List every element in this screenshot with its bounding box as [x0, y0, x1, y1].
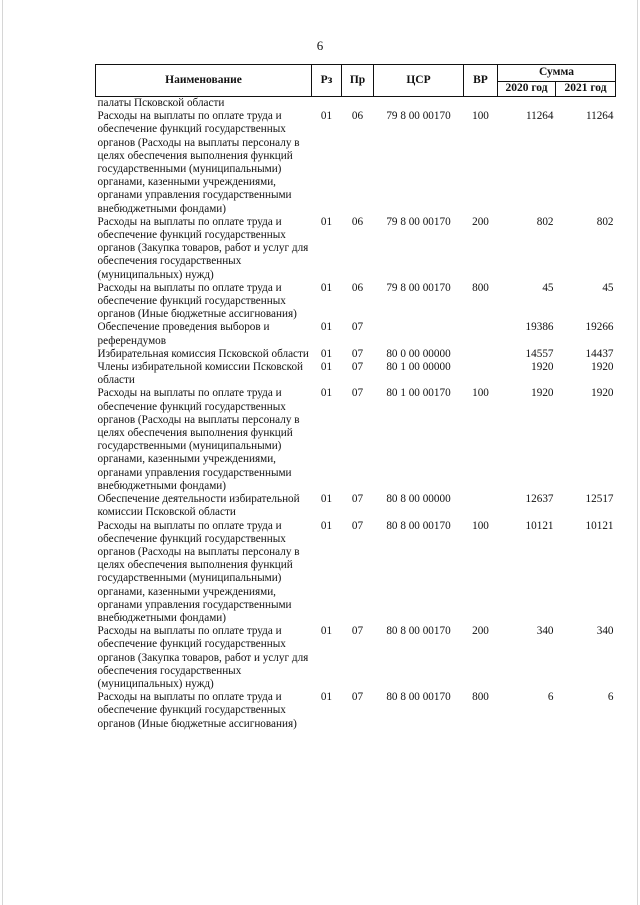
scan-edge-right	[637, 0, 638, 905]
cell-2020: 45	[542, 281, 554, 294]
table-row	[96, 348, 616, 361]
header-name: Наименование	[96, 65, 312, 97]
cell-csr: 79 8 00 00170	[386, 215, 451, 228]
cell-vr	[464, 493, 498, 519]
cell-name: Расходы на выплаты по оплате труда и обеспечение функций государственных органов (Иные бюджетные ассигнования)	[97, 281, 297, 321]
cell-vr	[464, 97, 498, 111]
table-body	[96, 97, 616, 731]
cell-2021: 10121	[585, 519, 614, 532]
cell-rz: 01	[320, 361, 333, 374]
scan-edge-left	[2, 0, 3, 905]
cell-2021: 6	[607, 691, 614, 704]
header-rz: Рз	[312, 65, 342, 97]
table-row	[96, 691, 616, 731]
table-row	[96, 110, 616, 216]
cell-pr: 07	[351, 361, 364, 374]
cell-2020: 10121	[525, 519, 554, 532]
cell-csr: 79 8 00 00170	[386, 110, 451, 123]
cell-pr: 07	[351, 347, 364, 360]
cell-rz: 01	[320, 625, 333, 638]
cell-2020: 11264	[525, 110, 554, 123]
cell-name: Обеспечение деятельности избирательной комиссии Псковской области	[97, 493, 300, 519]
cell-2020: 6	[547, 691, 554, 704]
cell-rz: 01	[320, 215, 333, 228]
cell-vr: 100	[472, 110, 489, 123]
cell-2020: 14557	[525, 347, 554, 360]
table-header	[96, 65, 616, 97]
table-row	[96, 216, 616, 282]
cell-2021: 1920	[591, 361, 614, 374]
cell-2020: 1920	[531, 387, 554, 400]
cell-2020: 340	[536, 625, 554, 638]
cell-2021: 1920	[591, 387, 614, 400]
cell-csr	[374, 321, 464, 347]
table-row	[96, 625, 616, 691]
cell-rz: 01	[320, 519, 333, 532]
table-row	[96, 282, 616, 322]
table-row	[96, 97, 616, 111]
cell-2021: 14437	[585, 347, 614, 360]
cell-csr: 80 8 00 00000	[386, 493, 451, 506]
budget-table	[95, 64, 616, 731]
cell-2021: 802	[596, 215, 614, 228]
cell-vr: 100	[472, 387, 489, 400]
cell-2021: 12517	[585, 493, 614, 506]
table-row	[96, 321, 616, 347]
header-vr: ВР	[464, 65, 498, 97]
cell-2020	[498, 97, 556, 111]
cell-2020: 802	[536, 215, 554, 228]
cell-rz: 01	[320, 281, 333, 294]
cell-vr: 800	[472, 281, 489, 294]
header-pr: Пр	[342, 65, 374, 97]
table-row	[96, 520, 616, 626]
cell-csr: 79 8 00 00170	[386, 281, 451, 294]
cell-name: Обеспечение проведения выборов и референдумов	[97, 321, 270, 347]
cell-pr: 07	[351, 387, 364, 400]
cell-vr: 200	[472, 215, 489, 228]
cell-pr: 07	[351, 519, 364, 532]
cell-2021: 45	[602, 281, 614, 294]
cell-csr: 80 1 00 00170	[386, 387, 451, 400]
cell-2020: 1920	[531, 361, 554, 374]
header-year-2020: 2020 год	[498, 82, 556, 97]
cell-vr: 100	[472, 519, 489, 532]
cell-name: палаты Псковской области	[97, 97, 225, 109]
cell-name: Расходы на выплаты по оплате труда и обеспечение функций государственных органов (Закупка товаров, работ и услуг для обеспечения государственных (муниципальных) нужд)	[97, 625, 309, 690]
cell-rz: 01	[320, 493, 333, 506]
cell-pr	[342, 97, 374, 111]
cell-rz: 01	[320, 321, 333, 334]
cell-pr: 07	[351, 493, 364, 506]
cell-2020: 19386	[525, 321, 554, 334]
cell-name: Расходы на выплаты по оплате труда и обеспечение функций государственных органов (Расходы на выплаты персоналу в целях обеспечения выполнения функций государственными (муниципальными) органами, казенными учреждениями, органами управления государственными внебюджетными фондами)	[97, 110, 300, 215]
header-year-2021: 2021 год	[556, 82, 616, 97]
cell-vr: 200	[472, 625, 489, 638]
cell-vr	[464, 348, 498, 361]
cell-pr: 06	[351, 215, 364, 228]
header-csr: ЦСР	[374, 65, 464, 97]
table-row	[96, 387, 616, 493]
cell-csr	[374, 97, 464, 111]
cell-vr	[464, 361, 498, 387]
cell-2021	[556, 97, 616, 111]
cell-name: Члены избирательной комиссии Псковской области	[97, 361, 304, 387]
cell-vr: 800	[472, 691, 489, 704]
cell-rz: 01	[320, 691, 333, 704]
cell-pr: 06	[351, 281, 364, 294]
cell-csr: 80 0 00 00000	[386, 347, 451, 360]
cell-name: Расходы на выплаты по оплате труда и обеспечение функций государственных органов (Расходы на выплаты персоналу в целях обеспечения выполнения функций государственными (муниципальными) органами, казенными учреждениями, органами управления государственными внебюджетными фондами)	[97, 387, 300, 492]
cell-pr: 06	[351, 110, 364, 123]
cell-2021: 340	[596, 625, 614, 638]
cell-2021: 19266	[585, 321, 614, 334]
cell-name: Расходы на выплаты по оплате труда и обеспечение функций государственных органов (Закупка товаров, работ и услуг для обеспечения государственных (муниципальных) нужд)	[97, 215, 309, 281]
cell-2020: 12637	[525, 493, 554, 506]
cell-csr: 80 8 00 00170	[386, 625, 451, 638]
cell-name: Расходы на выплаты по оплате труда и обеспечение функций государственных органов (Иные бюджетные ассигнования)	[97, 691, 297, 730]
cell-2021: 11264	[585, 110, 614, 123]
cell-vr	[464, 321, 498, 347]
cell-rz: 01	[320, 110, 333, 123]
cell-csr: 80 8 00 00170	[386, 691, 451, 704]
cell-pr: 07	[351, 691, 364, 704]
cell-pr: 07	[351, 321, 364, 334]
page-number: 6	[316, 38, 324, 53]
cell-rz	[312, 97, 342, 111]
table-row	[96, 361, 616, 387]
cell-csr: 80 1 00 00000	[386, 361, 451, 374]
cell-csr: 80 8 00 00170	[386, 519, 451, 532]
cell-rz: 01	[320, 347, 333, 360]
cell-name: Расходы на выплаты по оплате труда и обеспечение функций государственных органов (Расходы на выплаты персоналу в целях обеспечения выполнения функций государственными (муниципальными) органами, казенными учреждениями, органами управления государственными внебюджетными фондами)	[97, 519, 300, 624]
cell-name: Избирательная комиссия Псковской области	[97, 347, 309, 360]
cell-rz: 01	[320, 387, 333, 400]
header-sum: Сумма	[498, 65, 616, 82]
table-row	[96, 493, 616, 519]
cell-pr: 07	[351, 625, 364, 638]
